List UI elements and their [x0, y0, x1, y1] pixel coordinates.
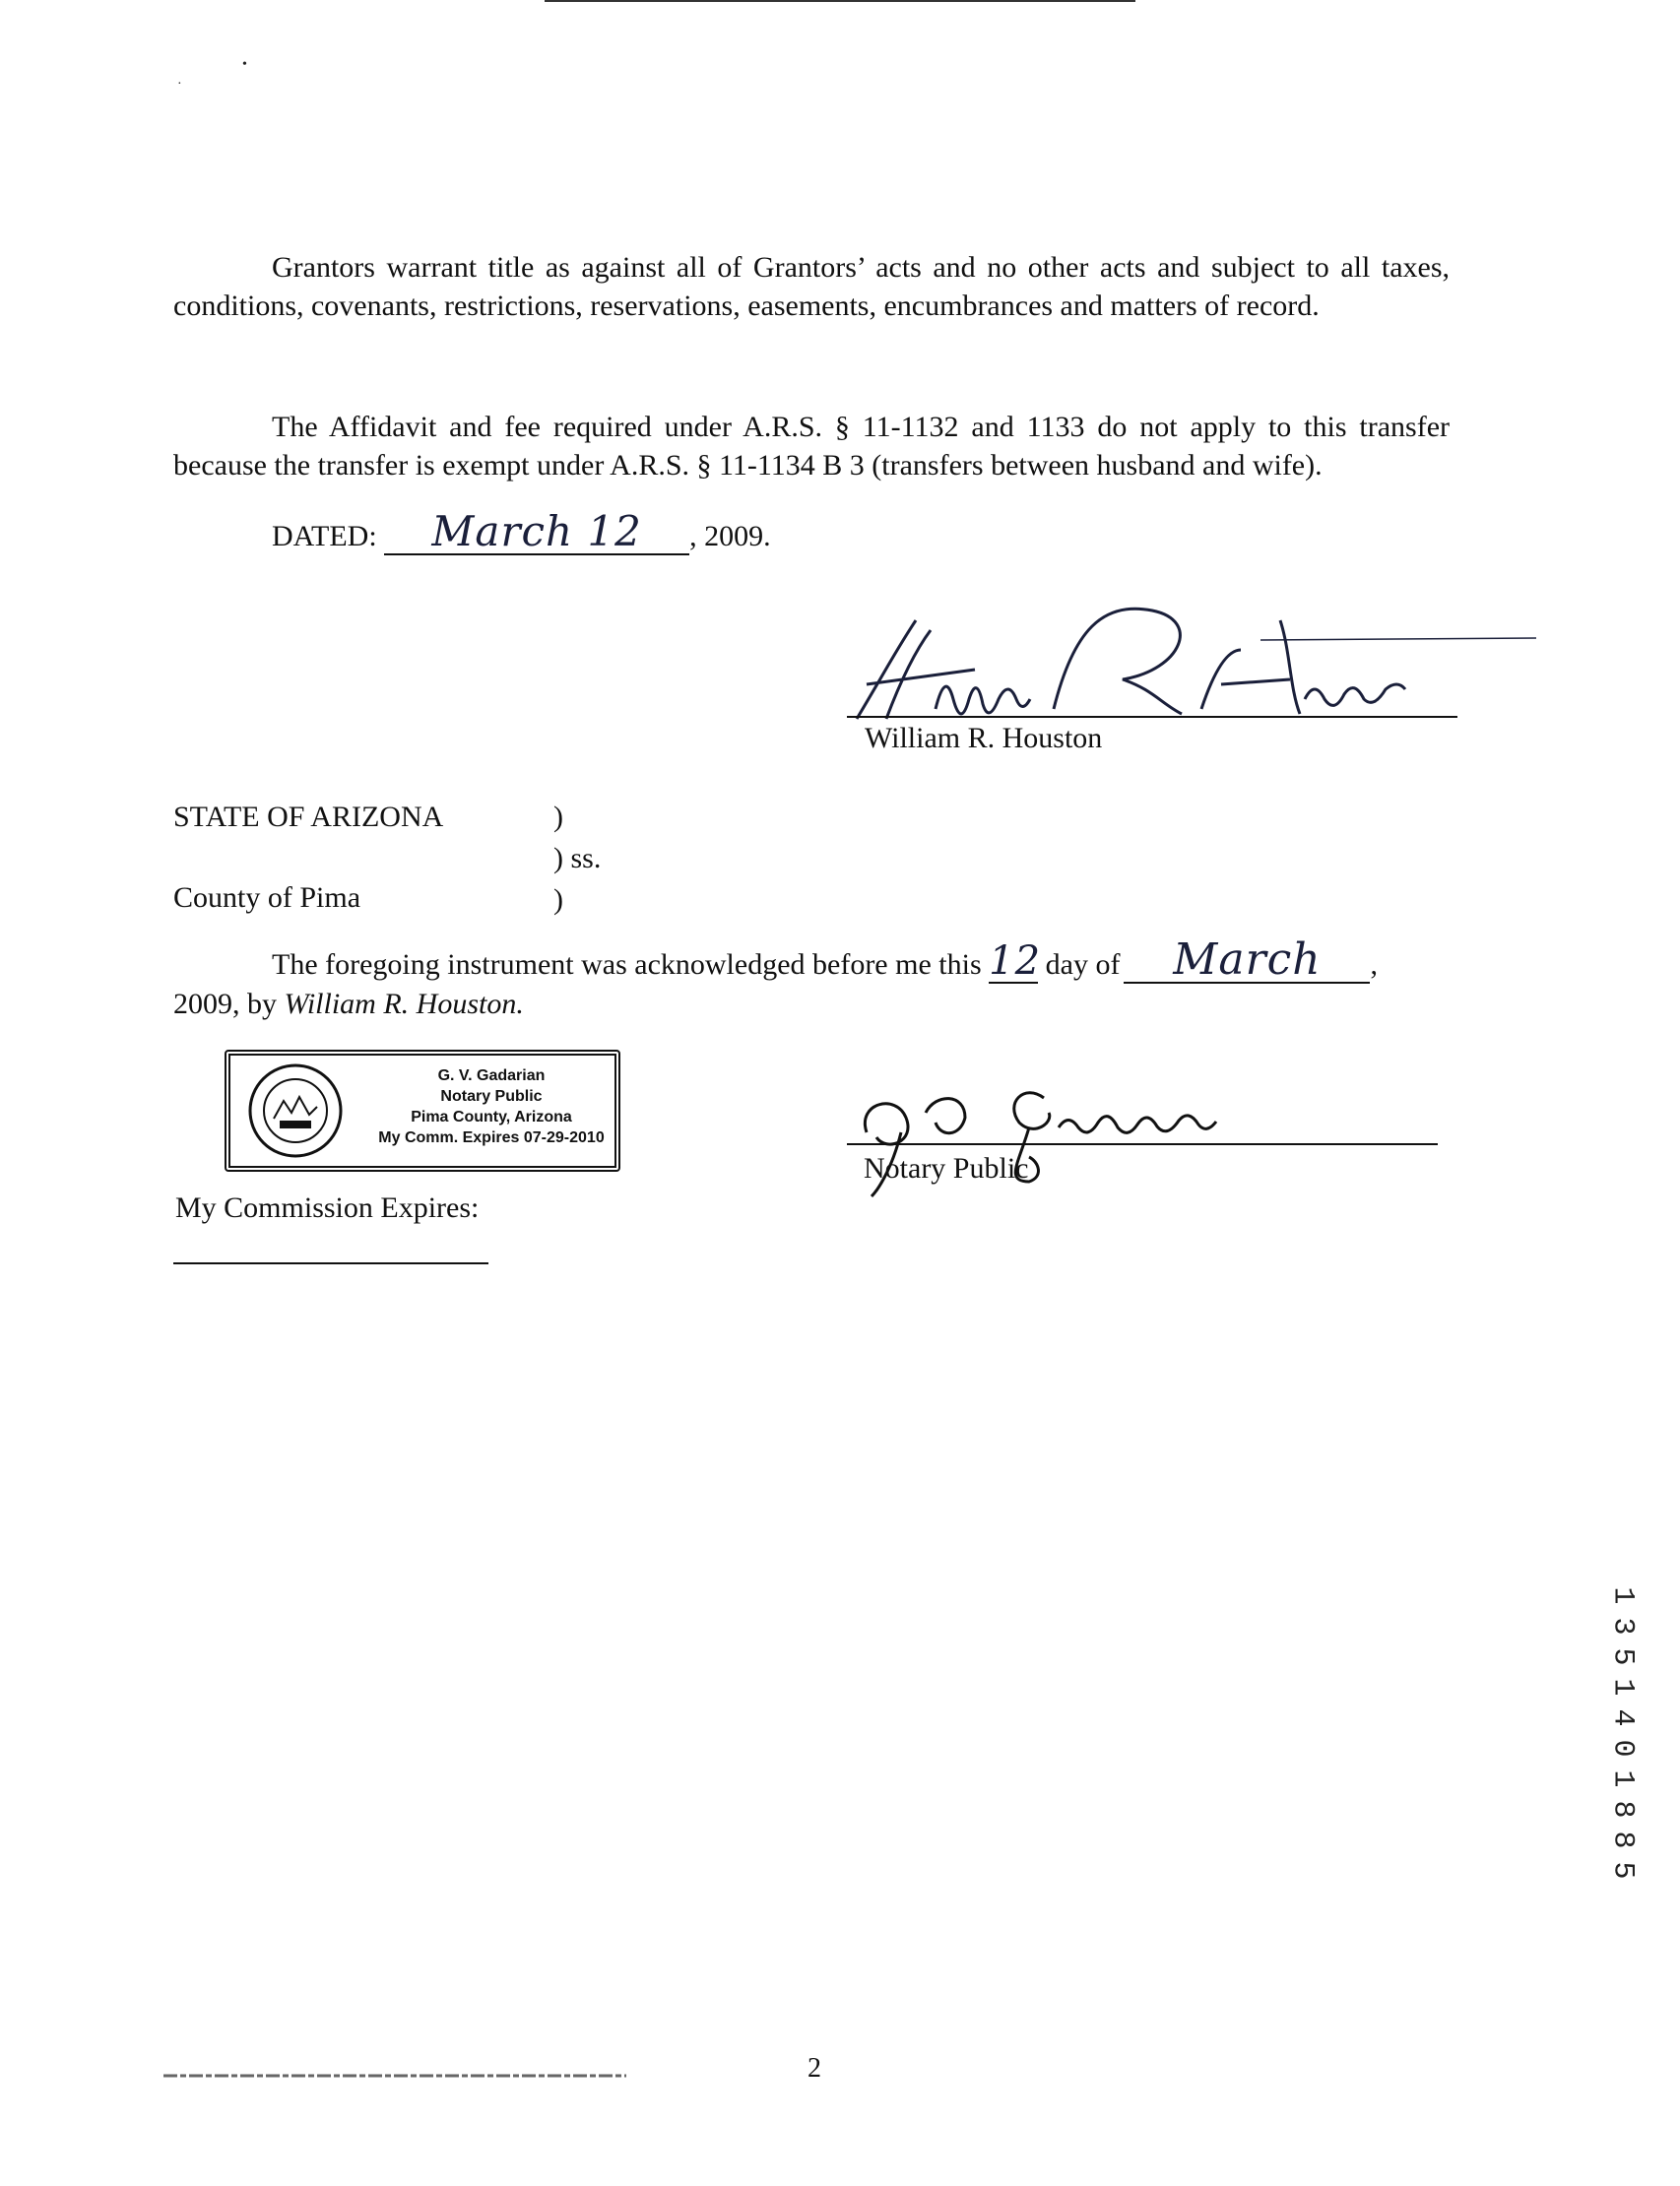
footer-fine-print-image	[163, 2072, 626, 2080]
commission-expires-line	[173, 1262, 488, 1264]
venue-paren: )	[553, 883, 563, 916]
ack-line-1	[173, 934, 1463, 985]
acknowledgment	[173, 934, 1463, 1024]
venue-ss: ) ss.	[553, 842, 602, 874]
dated-handwritten: March 12	[431, 507, 642, 555]
side-digit: 1	[1605, 1586, 1640, 1605]
stamp-title: Notary Public	[440, 1088, 543, 1105]
scan-speck: •	[242, 57, 247, 72]
ack-comma: ,	[1370, 948, 1378, 981]
page-number: 2	[808, 2053, 821, 2084]
dated-fill	[384, 507, 689, 555]
side-digit: 8	[1605, 1831, 1640, 1849]
dated-year: , 2009.	[689, 520, 771, 552]
venue-paren: )	[553, 801, 563, 833]
side-document-number	[1605, 1580, 1639, 1886]
notary-stamp	[225, 1050, 620, 1172]
venue-state: STATE OF ARIZONA	[173, 801, 444, 833]
dated-label: DATED:	[272, 520, 377, 552]
stamp-expires: My Comm. Expires 07-29-2010	[378, 1129, 605, 1146]
warranty-paragraph	[173, 248, 1450, 325]
commission-expires-label: My Commission Expires:	[175, 1191, 480, 1224]
ack-month: March	[1173, 934, 1322, 985]
scan-speck: ·	[177, 77, 182, 92]
state-seal-icon	[240, 1061, 351, 1160]
ack-name: William R. Houston.	[284, 988, 524, 1020]
side-digit: 5	[1605, 1861, 1640, 1880]
dated-line	[272, 507, 771, 555]
stamp-county: Pima County, Arizona	[411, 1109, 572, 1125]
ack-line-2	[173, 985, 1463, 1024]
grantor-name: William R. Houston	[865, 722, 1103, 754]
affidavit-paragraph	[173, 408, 1450, 484]
stamp-text	[368, 1065, 614, 1148]
ack-day-fill	[989, 938, 1042, 984]
side-digit: 8	[1605, 1800, 1640, 1819]
warranty-text: Grantors warrant title as against all of Grantors’ acts and no other acts and subject to all taxes, conditions, covenants, restrictions, reservations, easements, encumbrances and matters of record.	[173, 251, 1450, 322]
side-digit: 4	[1605, 1708, 1640, 1727]
ack-day: 12	[989, 938, 1042, 984]
side-digit: 1	[1605, 1769, 1640, 1788]
side-digit: 0	[1605, 1739, 1640, 1758]
affidavit-text: The Affidavit and fee required under A.R.S. § 11-1132 and 1133 do not apply to this transfer because the transfer is exempt under A.R.S. § 11-1134 B 3 (transfers between husband and wife).	[173, 411, 1450, 482]
side-digit: 3	[1605, 1617, 1640, 1636]
ack-year: 2009, by	[173, 988, 277, 1020]
top-rule	[545, 0, 1135, 2]
side-digit: 5	[1605, 1647, 1640, 1666]
ack-prefix: The foregoing instrument was acknowledged before me this	[272, 948, 982, 981]
venue-county: County of Pima	[173, 881, 361, 914]
stamp-name: G. V. Gadarian	[437, 1067, 546, 1084]
ack-day-of: day of	[1045, 948, 1121, 981]
ack-month-fill	[1124, 934, 1370, 985]
footer-fine-print	[163, 2072, 626, 2082]
notary-label: Notary Public	[864, 1152, 1029, 1185]
side-digit: 1	[1605, 1678, 1640, 1697]
